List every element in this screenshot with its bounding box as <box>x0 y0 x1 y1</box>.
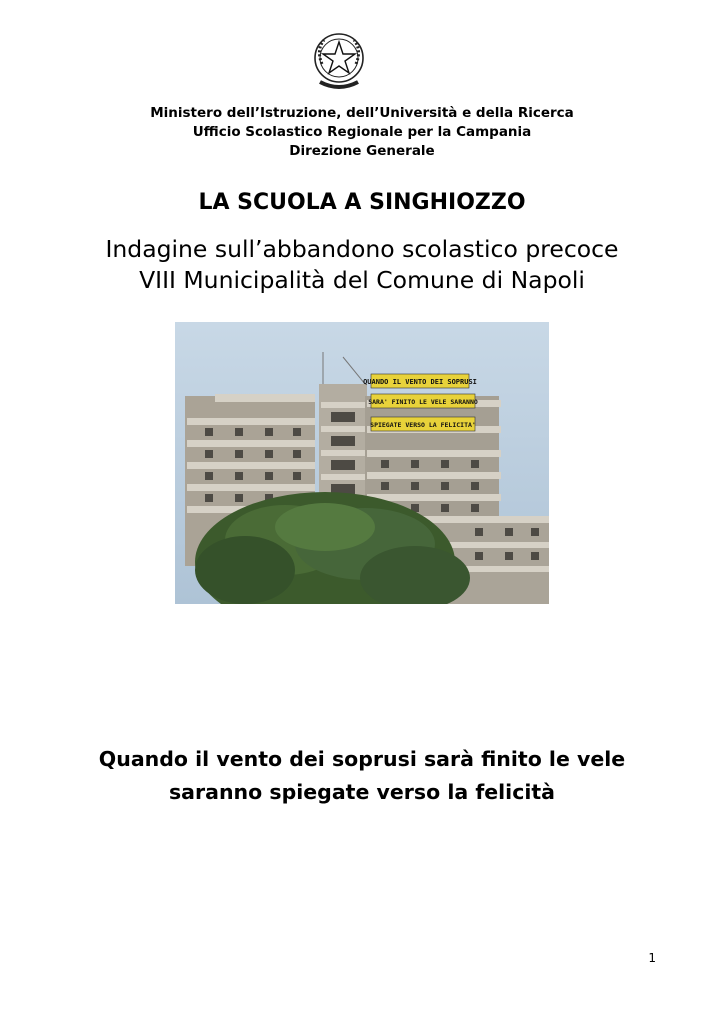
banner-line-1: QUANDO IL VENTO DEI SOPRUSI <box>363 378 477 386</box>
document-subtitle <box>0 234 724 296</box>
document-title: LA SCUOLA A SINGHIOZZO <box>198 190 526 215</box>
caption-line-2: saranno spiegate verso la felicità <box>168 780 556 804</box>
page-number: 1 <box>648 951 656 965</box>
motto-caption <box>0 743 724 809</box>
directorate-name: Direzione Generale <box>289 143 435 159</box>
ministry-name: Ministero dell’Istruzione, dell’Università e della Ricerca <box>150 105 574 121</box>
subtitle-line-1: Indagine sull’abbandono scolastico precoce <box>105 235 619 263</box>
caption-line-1: Quando il vento dei soprusi sarà finito le vele <box>98 747 626 771</box>
banner-line-3: SPIEGATE VERSO LA FELICITA' <box>370 421 476 429</box>
protest-banner <box>363 374 478 431</box>
regional-office-name: Ufficio Scolastico Regionale per la Campania <box>192 124 532 140</box>
italian-republic-emblem-icon <box>310 30 368 94</box>
ministry-header <box>0 104 724 161</box>
subtitle-line-2: VIII Municipalità del Comune di Napoli <box>139 266 585 294</box>
building-photo <box>175 322 549 604</box>
banner-line-2: SARA' FINITO LE VELE SARANNO <box>368 398 478 406</box>
